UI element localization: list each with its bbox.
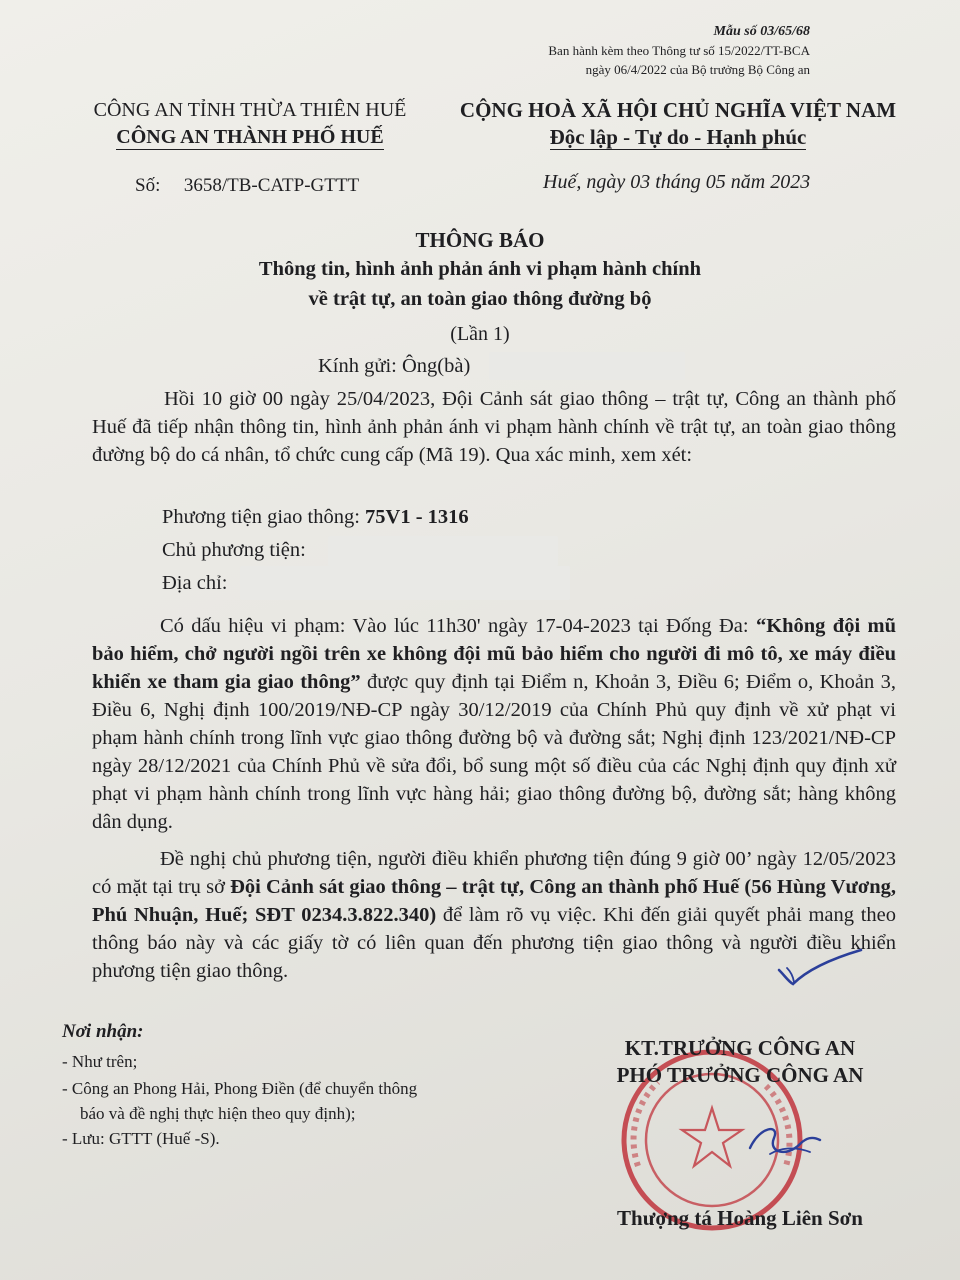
page-title: THÔNG BÁO [415,228,545,252]
issuer-header [60,97,440,151]
receivers-item: báo và đề nghị thực hiện theo quy định); [80,1104,356,1123]
redacted-owner [328,536,558,566]
signer-name: Thượng tá Hoàng Liên Sơn [617,1206,863,1230]
address-label: Địa chỉ: [162,572,228,594]
owner-label: Chủ phương tiện: [162,539,306,561]
title-subtitle-2: về trật tự, an toàn giao thông đường bộ [308,288,652,310]
request-lead: Đề nghị chủ phương tiện, người điều khiển phương tiện đúng 9 giờ 00’ ngày 12/05/2023 có mặt tại trụ sở [92,848,896,898]
request-location: Đội Cảnh sát giao thông – trật tự, Công an thành phố Huế (56 Hùng Vương, Phú Nhuận, Huế; SĐT 0234.3.822.340) [92,876,896,926]
request-rest: để làm rõ vụ việc. Khi đến giải quyết phải mang theo thông báo này và các giấy tờ có liên quan đến phương tiện giao thông và người điều khiển phương tiện giao thông. [92,904,896,982]
recipient-label: Kính gửi: Ông(bà) [318,355,471,377]
vehicle-line [162,503,469,531]
receivers-item: - Như trên; [62,1052,138,1071]
vehicle-label: Phương tiện giao thông: [162,506,360,528]
form-issued-with-1: Ban hành kèm theo Thông tư số 15/2022/TT-BCA [548,43,810,58]
redacted-recipient [489,352,685,380]
receivers-title: Nơi nhận: [62,1021,144,1042]
handwritten-tick-icon [775,946,865,990]
receivers-item: - Lưu: GTTT (Huế -S). [62,1129,220,1148]
issuer-line-1: CÔNG AN TỈNH THỪA THIÊN HUẾ [93,99,407,121]
form-header [548,22,810,79]
form-issued-with-2: ngày 06/4/2022 của Bộ trưởng Bộ Công an [585,62,810,77]
violation-legal-basis: được quy định tại Điểm n, Khoản 3, Điều 6; Điểm o, Khoản 3, Điều 6, Nghị định 100/2019/NĐ-CP ngày 30/12/2019 của Chính Phủ quy định về xử phạt vi phạm hành chính trong lĩnh vực giao thông đường bộ và đường sắt; Nghị định 123/2021/NĐ-CP ngày 28/12/2021 của Chính Phủ về sửa đổi, bổ sung một số điều của các Nghị định quy định xử phạt vi phạm hành chính trong lĩnh vực hàng hải; giao thông đường bộ, đường sắt; hàng không dân dụng. [92,671,896,833]
issuer-line-2: CÔNG AN THÀNH PHỐ HUẾ [116,126,384,148]
violation-paragraph [92,612,896,836]
title-subtitle-1: Thông tin, hình ảnh phản ánh vi phạm hành chính [258,258,702,280]
intro-paragraph: Hồi 10 giờ 00 ngày 25/04/2023, Đội Cảnh sát giao thông – trật tự, Công an thành phố Huế đã tiếp nhận thông tin, hình ảnh phản ánh vi phạm hành chính về trật tự, an toàn giao thông đường bộ do cá nhân, tổ chức cung cấp (Mã 19). Qua xác minh, xem xét: [92,388,896,466]
redacted-address [240,566,570,600]
violation-description: “Không đội mũ bảo hiểm, chở người ngồi trên xe không đội mũ bảo hiểm cho người đi mô tô, xe máy điều khiển xe tham gia giao thông” [92,615,896,693]
violation-lead: Có dấu hiệu vi phạm: Vào lúc 11h30' ngày 17-04-2023 tại Đống Đa: [160,615,756,637]
title-round: (Lần 1) [450,323,510,345]
document-number [135,172,359,200]
signature-title-2: PHÓ TRƯỞNG CÔNG AN [616,1063,864,1087]
national-line-2: Độc lập - Tự do - Hạnh phúc [549,125,807,149]
form-number: Mẫu số 03/65/68 [713,24,810,39]
receivers-item: - Công an Phong Hải, Phong Điền (để chuyển thông [62,1079,418,1098]
date-place: Huế, ngày 03 tháng 05 năm 2023 [543,171,811,193]
signature-title-1: KT.TRƯỞNG CÔNG AN [624,1036,856,1060]
vehicle-plate: 75V1 - 1316 [365,506,469,528]
handwritten-signature-icon [740,1118,830,1164]
document-number-label: Số: [135,175,161,196]
national-line-1: CỘNG HOÀ XÃ HỘI CHỦ NGHĨA VIỆT NAM [459,98,897,122]
national-header [440,97,916,151]
document-number-value: 3658/TB-CATP-GTTT [183,175,360,196]
